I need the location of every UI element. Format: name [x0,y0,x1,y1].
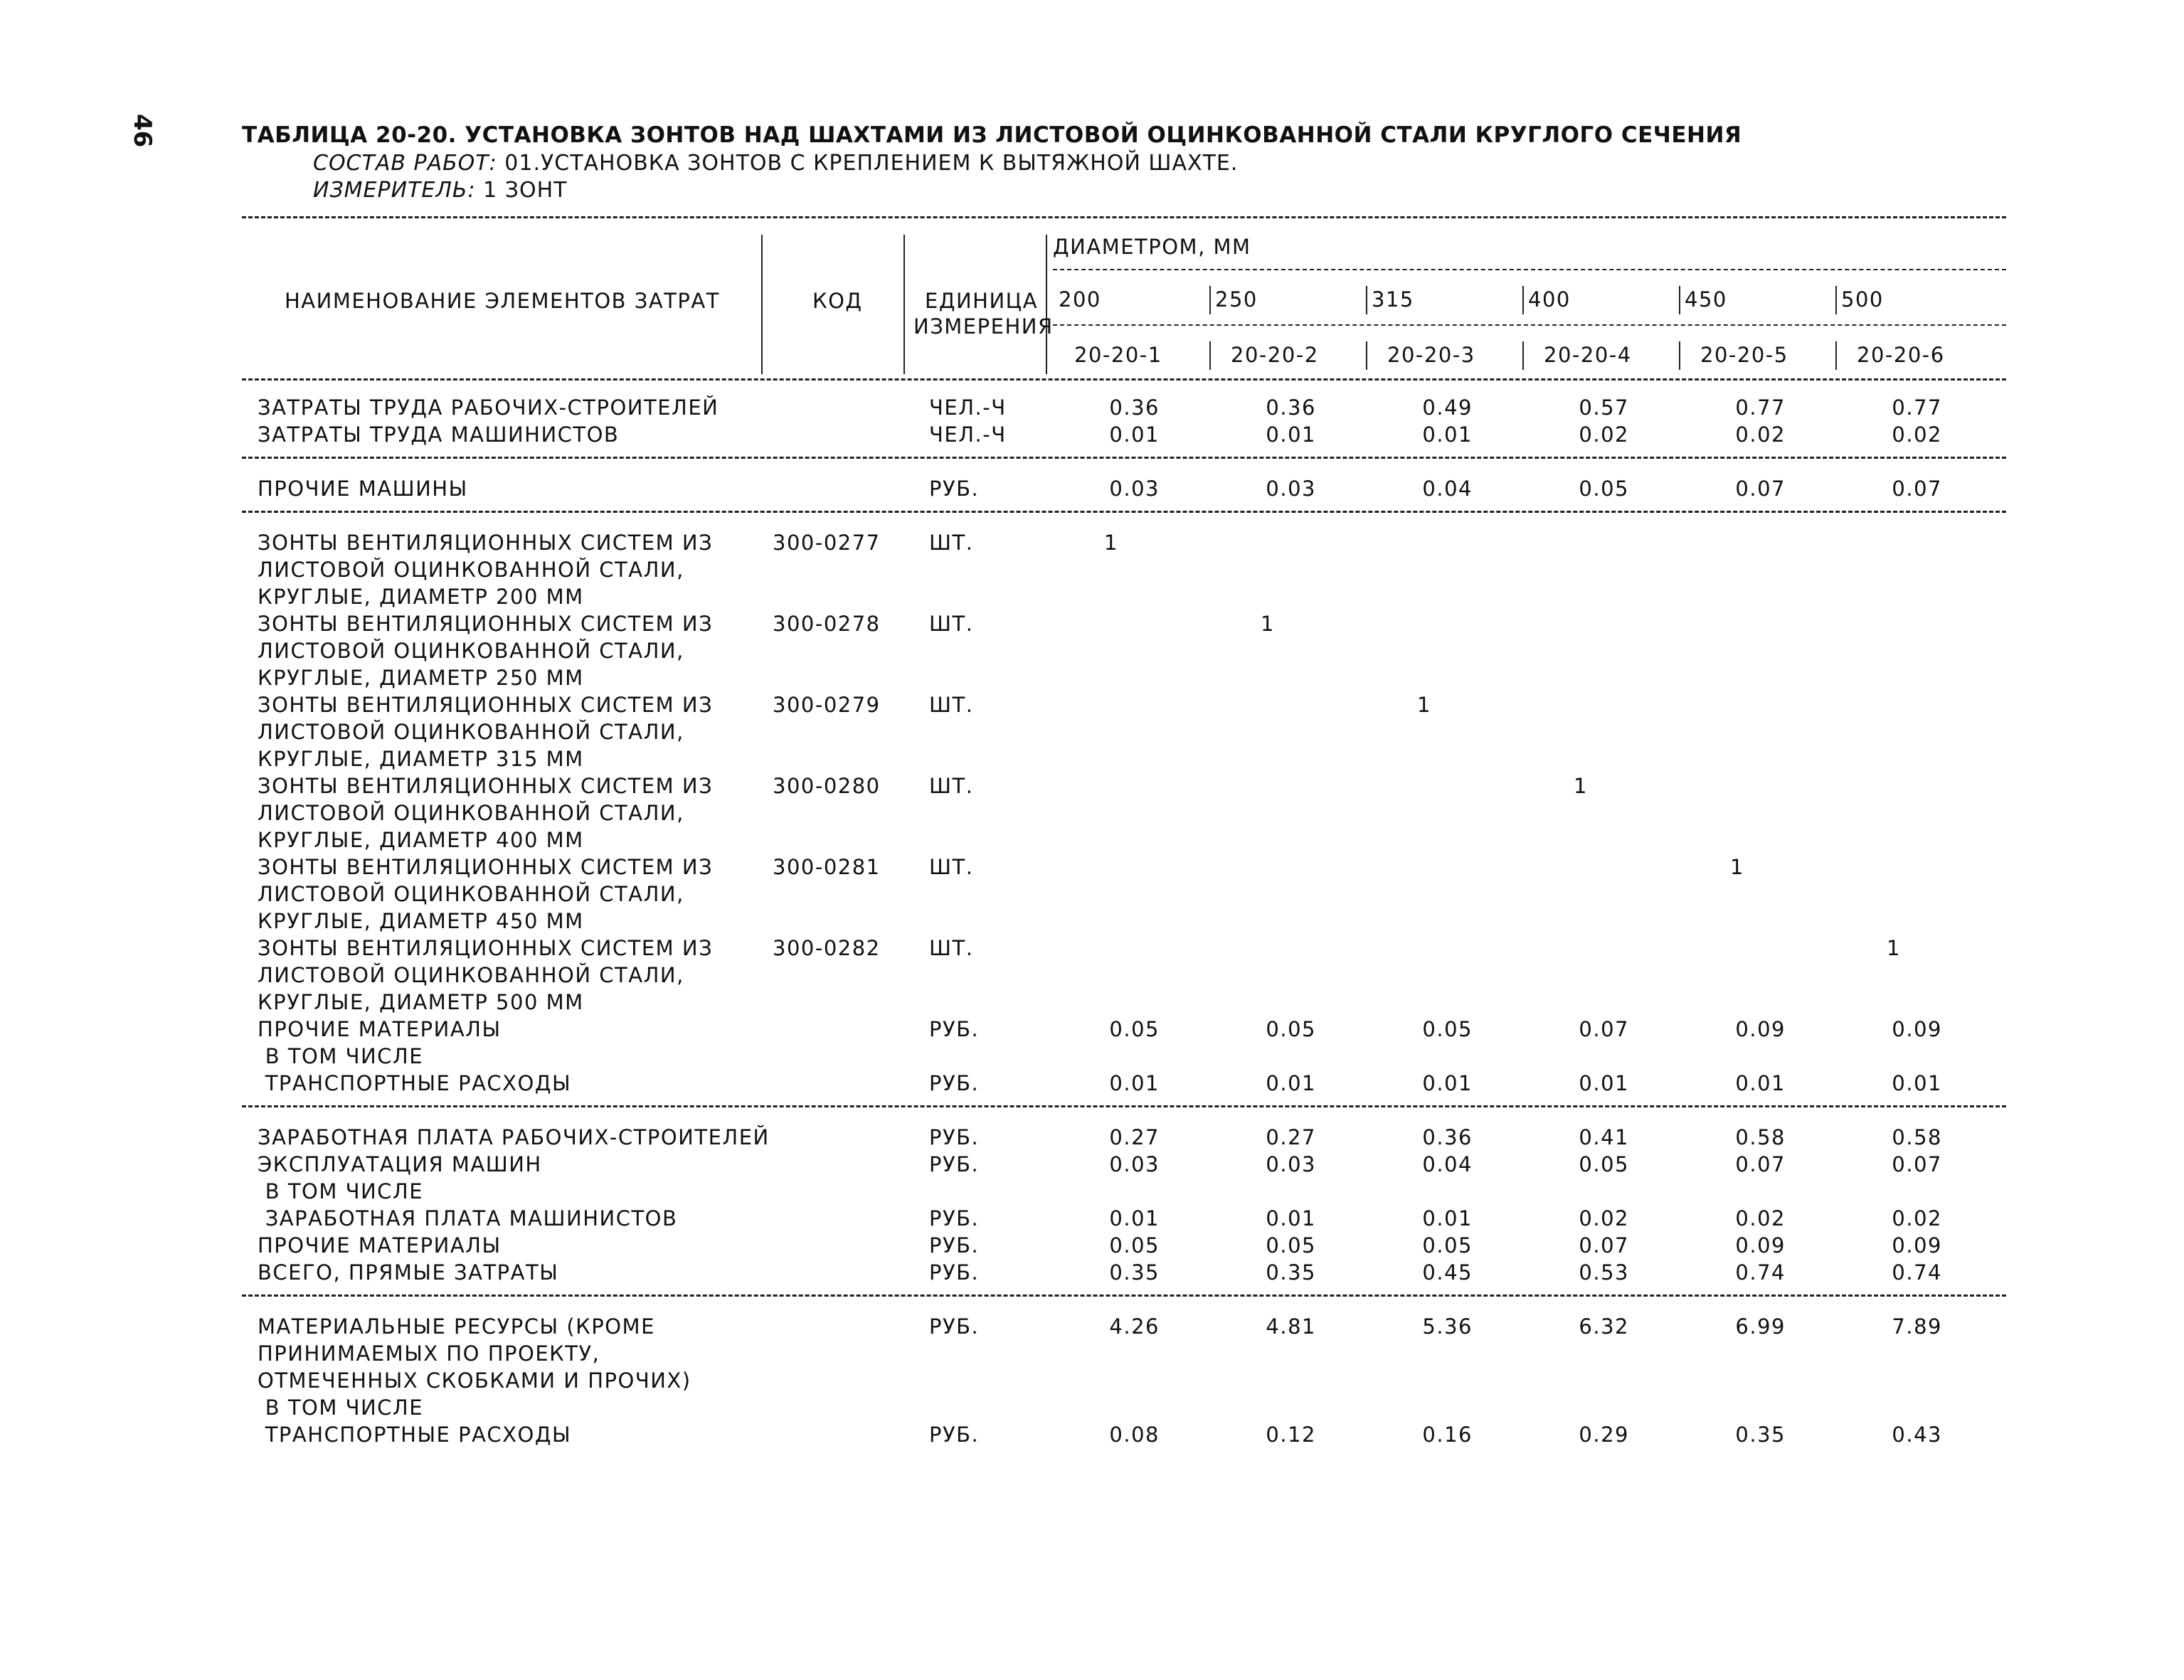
code-col-bar [1835,341,1837,370]
header-divider [903,235,905,374]
row-unit: ЧЕЛ.-Ч [929,395,1007,420]
row-unit: ШТ. [929,936,974,960]
row-unit: ШТ. [929,531,974,555]
row-code: 300-0277 [773,531,881,555]
section-rule [242,1105,2006,1107]
row-name: ЛИСТОВОЙ ОЦИНКОВАННОЙ СТАЛИ, [258,720,684,744]
row-name: ПРОЧИЕ МАТЕРИАЛЫ [258,1017,502,1041]
row-value: 4.26 [1109,1314,1160,1339]
row-name: КРУГЛЫЕ, ДИАМЕТР 500 ММ [258,990,584,1014]
code-col-bar [1046,341,1047,370]
row-name: ВСЕГО, ПРЯМЫЕ ЗАТРАТЫ [258,1260,559,1285]
header-name: НАИМЕНОВАНИЕ ЭЛЕМЕНТОВ ЗАТРАТ [285,289,720,313]
row-name: ЗАРАБОТНАЯ ПЛАТА МАШИНИСТОВ [258,1206,678,1230]
row-value: 0.08 [1109,1423,1160,1447]
composition-line [313,151,1238,176]
row-name: ЗАРАБОТНАЯ ПЛАТА РАБОЧИХ-СТРОИТЕЛЕЙ [258,1125,770,1149]
row-name: ЗОНТЫ ВЕНТИЛЯЦИОННЫХ СИСТЕМ ИЗ [258,612,714,636]
row-code: 300-0278 [773,612,881,636]
row-unit: РУБ. [929,477,980,501]
row-value: 0.07 [1735,1152,1786,1176]
row-name: ПРОЧИЕ МАТЕРИАЛЫ [258,1233,502,1258]
row-value: 0.57 [1579,395,1629,420]
row-value: 0.02 [1892,422,1942,447]
row-unit: ШТ. [929,693,974,717]
row-unit: РУБ. [929,1206,980,1230]
row-value: 0.02 [1579,422,1629,447]
row-value: 4.81 [1266,1314,1316,1339]
row-name: КРУГЛЫЕ, ДИАМЕТР 200 ММ [258,585,584,609]
header-unit-line1: ЕДИНИЦА [925,289,1039,313]
row-value: 0.02 [1579,1206,1629,1230]
row-unit: РУБ. [929,1125,980,1149]
composition-value: 01.УСТАНОВКА ЗОНТОВ С КРЕПЛЕНИЕМ К ВЫТЯЖНОЙ ШАХТЕ. [504,151,1239,176]
diameter-col-bar [1046,286,1047,314]
measure-line [313,178,567,203]
row-value: 0.01 [1422,1206,1473,1230]
row-value: 0.07 [1579,1233,1629,1258]
row-value: 0.03 [1266,1152,1316,1176]
row-code: 300-0279 [773,693,881,717]
row-code: 300-0280 [773,774,881,798]
row-value: 7.89 [1892,1314,1942,1339]
column-code: 20-20-2 [1231,343,1319,367]
code-col-bar [1679,341,1680,370]
row-unit: РУБ. [929,1233,980,1258]
row-value: 0.09 [1735,1233,1786,1258]
row-value: 0.01 [1892,1071,1942,1095]
row-value: 0.05 [1579,477,1629,501]
header-divider [761,235,763,374]
header-top-rule [242,216,2006,218]
row-value: 0.35 [1735,1423,1786,1447]
row-value: 0.09 [1735,1017,1786,1041]
row-value: 0.58 [1892,1125,1942,1149]
row-unit: РУБ. [929,1017,980,1041]
row-value: 0.07 [1892,477,1942,501]
row-name: ЛИСТОВОЙ ОЦИНКОВАННОЙ СТАЛИ, [258,963,684,987]
row-value: 0.27 [1109,1125,1160,1149]
row-unit: РУБ. [929,1260,980,1285]
row-value: 1 [1417,693,1431,717]
row-code: 300-0281 [773,855,881,879]
row-value: 0.01 [1422,422,1473,447]
row-name: ТРАНСПОРТНЫЕ РАСХОДЫ [258,1071,572,1095]
diameter-value: 250 [1215,287,1258,312]
row-name: КРУГЛЫЕ, ДИАМЕТР 450 ММ [258,909,584,933]
column-code: 20-20-1 [1074,343,1162,367]
column-code: 20-20-6 [1857,343,1945,367]
diameter-value: 450 [1685,287,1727,312]
row-name: КРУГЛЫЕ, ДИАМЕТР 315 ММ [258,747,584,771]
row-name: ЛИСТОВОЙ ОЦИНКОВАННОЙ СТАЛИ, [258,801,684,825]
diameter-value: 500 [1841,287,1884,312]
row-value: 0.04 [1422,1152,1473,1176]
row-name: ТРАНСПОРТНЫЕ РАСХОДЫ [258,1423,572,1447]
header-diameter: ДИАМЕТРОМ, ММ [1053,235,1251,259]
row-unit: РУБ. [929,1423,980,1447]
row-unit: РУБ. [929,1314,980,1339]
row-value: 0.02 [1735,1206,1786,1230]
diameter-under-rule [1053,269,2006,270]
row-name: ЭКСПЛУАТАЦИЯ МАШИН [258,1152,542,1176]
row-value: 6.99 [1735,1314,1786,1339]
code-col-bar [1366,341,1367,370]
row-value: 0.74 [1735,1260,1786,1285]
row-value: 0.45 [1422,1260,1473,1285]
row-value: 0.29 [1579,1423,1629,1447]
row-unit: РУБ. [929,1071,980,1095]
column-code: 20-20-5 [1700,343,1788,367]
row-value: 0.02 [1735,422,1786,447]
row-value: 0.01 [1422,1071,1473,1095]
row-name: ПРИНИМАЕМЫХ ПО ПРОЕКТУ, [258,1341,600,1366]
diameter-col-bar [1209,286,1211,314]
row-value: 0.43 [1892,1423,1942,1447]
row-name: ЛИСТОВОЙ ОЦИНКОВАННОЙ СТАЛИ, [258,882,684,906]
row-name: В ТОМ ЧИСЛЕ [258,1044,424,1068]
row-value: 0.74 [1892,1260,1942,1285]
column-code: 20-20-3 [1387,343,1475,367]
row-name: ЗОНТЫ ВЕНТИЛЯЦИОННЫХ СИСТЕМ ИЗ [258,693,714,717]
code-col-bar [1209,341,1211,370]
row-value: 0.77 [1892,395,1942,420]
row-name: КРУГЛЫЕ, ДИАМЕТР 400 ММ [258,828,584,852]
row-value: 0.12 [1266,1423,1316,1447]
header-bottom-rule [242,378,2006,381]
composition-label: СОСТАВ РАБОТ: [313,151,497,176]
row-value: 0.49 [1422,395,1473,420]
row-value: 0.04 [1422,477,1473,501]
diameter-value: 400 [1528,287,1571,312]
row-name: ЗОНТЫ ВЕНТИЛЯЦИОННЫХ СИСТЕМ ИЗ [258,774,714,798]
diameter-col-bar [1366,286,1367,314]
row-value: 0.07 [1579,1017,1629,1041]
row-value: 1 [1261,612,1275,636]
row-value: 0.01 [1266,422,1316,447]
row-name: ЗАТРАТЫ ТРУДА РАБОЧИХ-СТРОИТЕЛЕЙ [258,395,719,420]
diameter-col-bar [1835,286,1837,314]
row-value: 0.01 [1109,1071,1160,1095]
row-value: 0.05 [1266,1233,1316,1258]
row-name: ЗАТРАТЫ ТРУДА МАШИНИСТОВ [258,422,620,447]
row-name: В ТОМ ЧИСЛЕ [258,1179,424,1203]
row-value: 0.01 [1266,1071,1316,1095]
row-value: 0.07 [1735,477,1786,501]
row-value: 0.02 [1892,1206,1942,1230]
header-code: КОД [812,289,863,313]
row-name: МАТЕРИАЛЬНЫЕ РЕСУРСЫ (КРОМЕ [258,1314,655,1339]
measure-label: ИЗМЕРИТЕЛЬ: [313,178,476,203]
row-name: КРУГЛЫЕ, ДИАМЕТР 250 ММ [258,666,584,690]
row-value: 1 [1887,936,1901,960]
row-value: 0.09 [1892,1233,1942,1258]
row-unit: ШТ. [929,612,974,636]
row-value: 0.35 [1266,1260,1316,1285]
row-value: 0.41 [1579,1125,1629,1149]
row-value: 0.05 [1109,1017,1160,1041]
row-value: 5.36 [1422,1314,1473,1339]
row-value: 0.05 [1266,1017,1316,1041]
row-name: В ТОМ ЧИСЛЕ [258,1395,424,1420]
row-value: 0.05 [1109,1233,1160,1258]
row-value: 1 [1574,774,1588,798]
row-value: 0.36 [1422,1125,1473,1149]
row-value: 0.36 [1109,395,1160,420]
row-value: 0.09 [1892,1017,1942,1041]
row-value: 0.03 [1266,477,1316,501]
section-rule [242,1294,2006,1297]
row-unit: ШТ. [929,855,974,879]
diameter-value: 315 [1372,287,1414,312]
diameter-col-bar [1679,286,1680,314]
row-value: 1 [1104,531,1118,555]
row-unit: РУБ. [929,1152,980,1176]
row-code: 300-0282 [773,936,881,960]
row-value: 0.05 [1422,1017,1473,1041]
row-name: ЛИСТОВОЙ ОЦИНКОВАННОЙ СТАЛИ, [258,558,684,582]
row-value: 0.53 [1579,1260,1629,1285]
row-value: 1 [1730,855,1744,879]
row-value: 0.01 [1266,1206,1316,1230]
table-title: ТАБЛИЦА 20-20. УСТАНОВКА ЗОНТОВ НАД ШАХТАМИ ИЗ ЛИСТОВОЙ ОЦИНКОВАННОЙ СТАЛИ КРУГЛОГО СЕЧЕНИЯ [242,122,1742,148]
row-unit: ЧЕЛ.-Ч [929,422,1007,447]
row-value: 0.36 [1266,395,1316,420]
column-code: 20-20-4 [1544,343,1632,367]
row-name: ЗОНТЫ ВЕНТИЛЯЦИОННЫХ СИСТЕМ ИЗ [258,936,714,960]
row-value: 0.01 [1579,1071,1629,1095]
row-value: 0.01 [1109,422,1160,447]
section-rule [242,457,2006,459]
row-value: 0.35 [1109,1260,1160,1285]
row-value: 0.16 [1422,1423,1473,1447]
diameter-col-bar [1522,286,1524,314]
row-value: 0.27 [1266,1125,1316,1149]
row-value: 0.01 [1109,1206,1160,1230]
section-rule [242,511,2006,513]
row-name: ПРОЧИЕ МАШИНЫ [258,477,468,501]
row-value: 0.03 [1109,1152,1160,1176]
row-value: 0.58 [1735,1125,1786,1149]
code-col-bar [1522,341,1524,370]
row-name: ОТМЕЧЕННЫХ СКОБКАМИ И ПРОЧИХ) [258,1368,691,1393]
measure-value: 1 ЗОНТ [483,178,568,203]
diameter-value: 200 [1059,287,1101,312]
row-name: ЗОНТЫ ВЕНТИЛЯЦИОННЫХ СИСТЕМ ИЗ [258,531,714,555]
diameter-values-under-rule [1053,324,2006,326]
row-value: 0.05 [1422,1233,1473,1258]
row-value: 6.32 [1579,1314,1629,1339]
row-value: 0.01 [1735,1071,1786,1095]
page-number: 46 [128,114,157,148]
row-value: 0.05 [1579,1152,1629,1176]
row-value: 0.07 [1892,1152,1942,1176]
row-value: 0.77 [1735,395,1786,420]
row-unit: ШТ. [929,774,974,798]
row-value: 0.03 [1109,477,1160,501]
row-name: ЗОНТЫ ВЕНТИЛЯЦИОННЫХ СИСТЕМ ИЗ [258,855,714,879]
header-unit-line2: ИЗМЕРЕНИЯ [913,314,1054,339]
row-name: ЛИСТОВОЙ ОЦИНКОВАННОЙ СТАЛИ, [258,639,684,663]
